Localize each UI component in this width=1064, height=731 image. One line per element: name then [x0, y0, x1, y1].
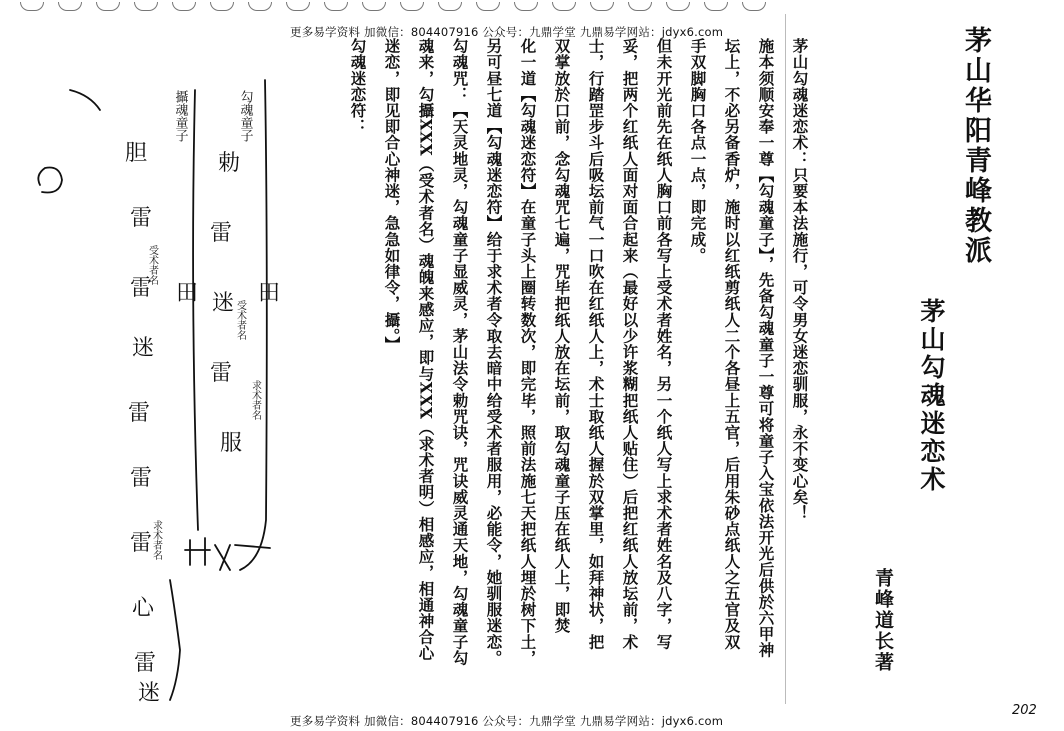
talisman-char: 雷 [134, 651, 157, 676]
talisman-svg [30, 50, 300, 705]
body-line: 勾魂咒：【天灵地灵，勾魂童子显威灵，茅山法令勅咒诀，咒诀威灵通天地，勾魂童子勾 [450, 38, 470, 666]
binder-ring [628, 2, 652, 11]
talisman-char: 田 [258, 281, 281, 306]
talisman-label: 受术者名 [146, 245, 158, 285]
talisman-char: 雷 [130, 206, 153, 231]
talisman-hook-stroke [70, 90, 100, 110]
page-title: 茅山华阳青峰教派 [960, 26, 991, 266]
talisman-char: 雷 [210, 361, 233, 386]
binder-ring [400, 2, 424, 11]
binder-ring [96, 2, 120, 11]
talisman-label: 求术者名 [150, 520, 162, 560]
talisman-label: 勾魂童子 [237, 90, 253, 142]
body-line: 迷恋，即见即合心神迷，急急如律令，攝。】 [382, 38, 402, 353]
section-title: 茅山勾魂迷恋术 [917, 298, 946, 494]
binder-ring [666, 2, 690, 11]
binder-rings [20, 0, 780, 12]
talisman-char: 迷 [138, 681, 161, 705]
talisman-char: 雷 [128, 401, 151, 426]
page-number: 202 [1012, 703, 1037, 718]
talisman-label: 求术者名 [249, 380, 261, 420]
talisman-char: 服 [220, 431, 243, 456]
talisman-char: 心 [132, 596, 155, 621]
binder-ring [210, 2, 234, 11]
body-line: 另可昼七道【勾魂迷恋符】给于求术者令取去暗中给受术者服用，必能令，她驯服迷恋。 [484, 38, 504, 666]
talisman-char: 雷 [130, 466, 153, 491]
body-line: 但未开光前先在纸人胸口前各写上受术者姓名，另一个纸人写上求术者姓名及八字，写 [654, 38, 674, 650]
body-line: 士，行踏罡步斗后吸坛前气一口吹在红纸人上，术士取纸人握於双掌里，如拜神状，把 [586, 38, 606, 650]
talisman-seal-stroke [38, 168, 62, 193]
body-line: 化一道【勾魂迷恋符】在童子头上圈转数次，即完毕，照前法施七天把纸人埋於树下土， [518, 38, 538, 666]
binder-ring [590, 2, 614, 11]
talisman-char: 雷 [210, 221, 233, 246]
talisman-char: 田 [176, 281, 199, 306]
watermark-bottom: 更多易学资料 加微信：804407916 公众号：九鼎学堂 九鼎易学网站：jdyx6.com [290, 714, 724, 728]
body-line: 手双脚胸口各点一点，即完成。 [688, 38, 708, 264]
body-line: 坛上，不必另备香炉，施时以红纸剪纸人二个各昼上五官，后用朱砂点纸人之五官及双 [722, 38, 742, 650]
binder-ring [476, 2, 500, 11]
column-divider [785, 14, 786, 704]
binder-ring [552, 2, 576, 11]
talisman-label: 攝魂童子 [172, 90, 188, 142]
binder-ring [324, 2, 348, 11]
binder-ring [286, 2, 310, 11]
body-line: 勾魂迷恋符： [348, 38, 368, 135]
binder-ring [742, 2, 766, 11]
talisman-drawing [30, 50, 300, 705]
talisman-tail-stroke [170, 580, 180, 700]
binder-ring [172, 2, 196, 11]
body-line: 双掌放於口前，念勾魂咒七遍，咒毕把纸人放在坛前，取勾魂童子压在纸人上，即焚 [552, 38, 572, 634]
binder-ring [514, 2, 538, 11]
binder-ring [438, 2, 462, 11]
binder-ring [248, 2, 272, 11]
binder-ring [134, 2, 158, 11]
talisman-char: 胆 [125, 141, 148, 166]
body-line: 魂来，勾攝XXX（受术者名）魂魄来感应，即与XXX（求术者明）相感应，相通神合心 [416, 38, 436, 662]
body-line: 茅山勾魂迷恋术：只要本法施行，可令男女迷恋驯服，永不变心矣！ [790, 38, 810, 521]
binder-ring [20, 2, 44, 11]
body-line: 妥，把两个红纸人面对面合起来（最好以少许浆糊把纸人贴住）后把红纸人放坛前，术 [620, 38, 640, 650]
watermark-top: 更多易学资料 加微信：804407916 公众号：九鼎学堂 九鼎易学网站：jdyx6.com [290, 25, 724, 39]
binder-ring [362, 2, 386, 11]
talisman-spine-stroke [193, 90, 198, 530]
talisman-label: 受术者名 [234, 300, 246, 340]
talisman-char: 雷 [130, 531, 153, 556]
binder-ring [704, 2, 728, 11]
talisman-char: 迷 [212, 291, 235, 316]
talisman-char: 勅 [218, 151, 241, 176]
binder-ring [58, 2, 82, 11]
talisman-char: 迷 [132, 336, 155, 361]
body-line: 施本须顺安奉一尊【勾魂童子】，先备勾魂童子一尊可将童子入宝依法开光后供於六甲神 [756, 38, 776, 659]
author-line: 青峰道长著 [872, 568, 894, 673]
talisman-char: 雷 [130, 276, 153, 301]
